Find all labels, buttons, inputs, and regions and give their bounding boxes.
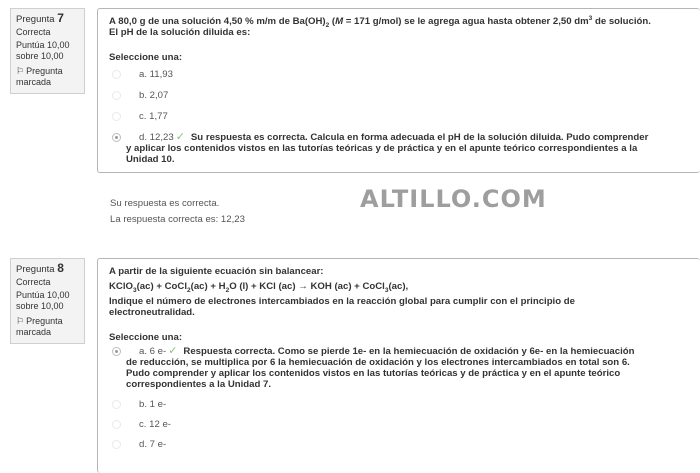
flag-icon: ⚐ [16, 66, 25, 76]
answer-option-a[interactable]: a. 6 e- ✓ Respuesta correcta. Como se pierde 1e- en la hemiecuación de oxidación y 6e- en la hemiecuación [109, 346, 690, 357]
question-text-line2: El pH de la solución diluida es: [109, 27, 251, 38]
answer-option-c[interactable]: c. 1,77 [109, 111, 690, 122]
select-label: Seleccione una: [109, 332, 183, 343]
answer-feedback-line2: de reducción, se multiplica por 6 la hemiecuación de oxidación y los electrones intercambiados en total son 6. [126, 357, 630, 368]
question-state: Correcta [16, 27, 51, 37]
answer-option-d[interactable]: d. 12,23 ✓ Su respuesta es correcta. Calcula en forma adecuada el pH de la solución diluida. Pudo comprender [109, 132, 690, 143]
watermark: ALTILLO.COM [360, 185, 547, 213]
answer-option-b[interactable]: b. 2,07 [109, 90, 690, 101]
answer-feedback-line4: correspondientes a la Unidad 7. [126, 379, 272, 390]
question-info-8 [10, 258, 85, 344]
answer-option-a[interactable]: a. 11,93 [109, 69, 690, 80]
right-answer: La respuesta correcta es: 12,23 [110, 214, 245, 225]
radio-button-selected[interactable] [112, 133, 121, 142]
radio-button[interactable] [112, 112, 121, 121]
radio-button[interactable] [112, 70, 121, 79]
radio-button[interactable] [112, 400, 121, 409]
answer-feedback-line3: Unidad 10. [126, 154, 175, 165]
select-label: Seleccione una: [109, 52, 183, 63]
answer-feedback-line3: Pudo comprender y aplicar los contenidos vistos en las tutorías teóricas y de práctica y en el apunte teórico [126, 368, 621, 379]
flag-question-toggle[interactable]: ⚐ Pregunta marcada [16, 316, 63, 337]
question-text-line3: Indique el número de electrones intercambiados en la reacción global para cumplir con el principio de [109, 296, 575, 307]
question-content-7 [97, 8, 700, 173]
question-content-8 [97, 258, 700, 473]
chemical-equation: KClO$_3$(ac) + CoCl$_2$(ac) + $H_2O$ (l) + KCl (ac) → KOH (ac) + CoCl$_3$(ac), [109, 281, 409, 294]
flag-icon: ⚐ [16, 316, 25, 326]
question-text-line4: electroneutralidad. [109, 307, 195, 318]
radio-button[interactable] [112, 420, 121, 429]
check-icon: ✓ [175, 131, 185, 143]
flag-question-toggle[interactable]: ⚐ Pregunta marcada [16, 66, 63, 87]
question-state: Correcta [16, 277, 51, 287]
question-grade: Puntúa 10,00 sobre 10,00 [16, 290, 70, 311]
general-feedback: Su respuesta es correcta. [110, 198, 220, 209]
check-icon: ✓ [168, 345, 178, 357]
radio-button[interactable] [112, 91, 121, 100]
question-info-7 [10, 8, 85, 94]
question-text: A partir de la siguiente ecuación sin balancear: [109, 266, 324, 277]
answer-feedback: Su respuesta es correcta. Calcula en forma adecuada el pH de la solución diluida. Pudo comprender [190, 132, 649, 143]
question-text: A 80,0 g de una solución 4,50 % m/m de $Ba(OH)_2$ (M = 171 g/mol) se le agrega agua hasta obtener 2,50 $dm^3$ de solución. [109, 14, 651, 29]
answer-option-b[interactable]: b. 1 e- [109, 399, 690, 410]
answer-option-d[interactable]: d. 7 e- [109, 439, 690, 450]
radio-button[interactable] [112, 440, 121, 449]
answer-option-c[interactable]: c. 12 e- [109, 419, 690, 430]
answer-feedback-line2: y aplicar los contenidos vistos en las tutorías teóricas y de práctica y en el apunte teórico correspondientes a la [126, 143, 638, 154]
answer-feedback: Respuesta correcta. Como se pierde 1e- en la hemiecuación de oxidación y 6e- en la hemiecuación [183, 346, 635, 357]
radio-button-selected[interactable] [112, 347, 121, 356]
question-number: Pregunta 8 [16, 261, 64, 275]
question-number: Pregunta 7 [16, 11, 64, 25]
question-grade: Puntúa 10,00 sobre 10,00 [16, 40, 70, 61]
